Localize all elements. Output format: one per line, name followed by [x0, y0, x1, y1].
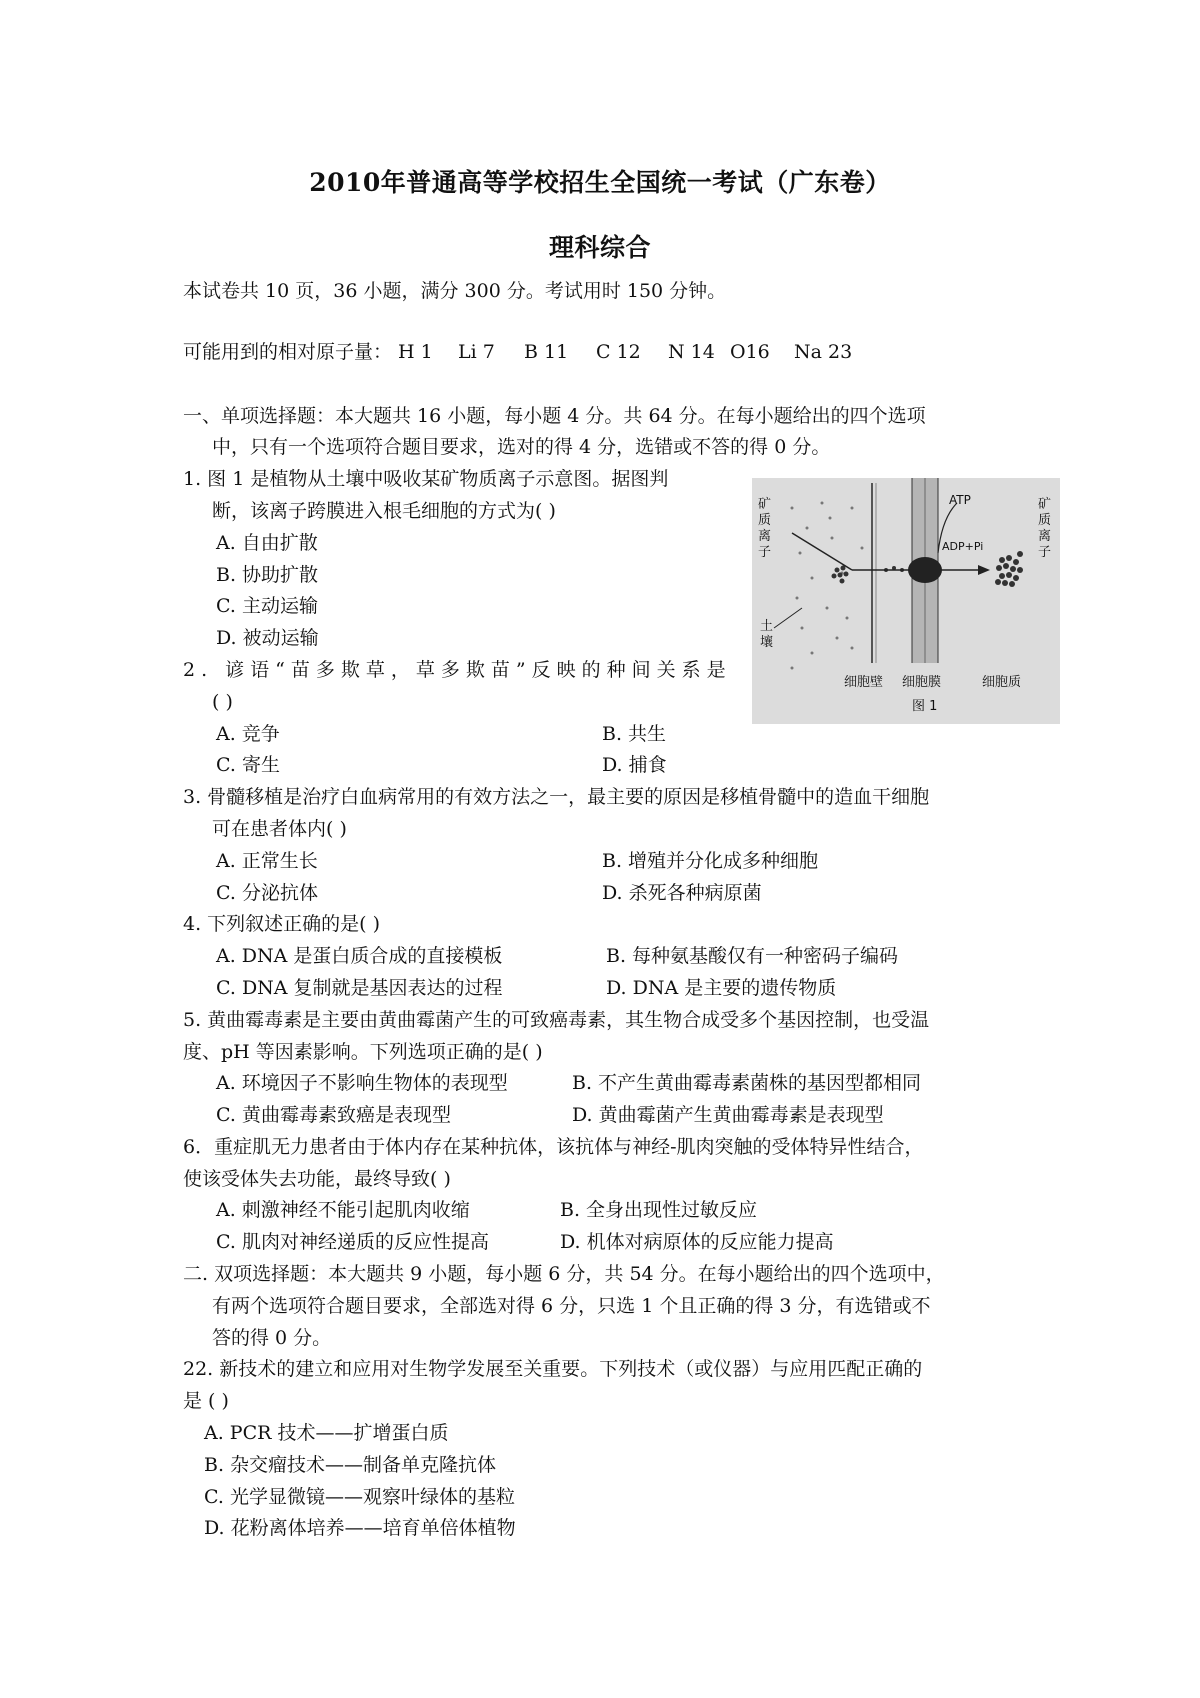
- question-4-option-b: B. 每种氨基酸仅有一种密码子编码: [606, 945, 899, 967]
- question-22-option-c: C. 光学显微镜——观察叶绿体的基粒: [204, 1486, 515, 1508]
- section2-heading: 二. 双项选择题：本大题共 9 小题，每小题 6 分，共 54 分。在每小题给出的四个选项中，: [183, 1263, 945, 1285]
- question-3-option-a: A. 正常生长: [216, 850, 318, 872]
- question-22-option-a: A. PCR 技术——扩增蛋白质: [204, 1422, 449, 1444]
- question-3-option-c: C. 分泌抗体: [216, 882, 318, 904]
- question-5-stem-cont: 度、pH 等因素影响。下列选项正确的是( ): [183, 1041, 543, 1063]
- section1-heading-cont: 中，只有一个选项符合题目要求，选对的得 4 分，选错或不答的得 0 分。: [212, 436, 831, 458]
- question-5-option-b: B. 不产生黄曲霉毒素菌株的基因型都相同: [572, 1072, 922, 1094]
- question-6-stem: 6．重症肌无力患者由于体内存在某种抗体，该抗体与神经-肌肉突触的受体特异性结合，: [183, 1136, 924, 1158]
- question-22-stem-cont: 是 ( ): [183, 1390, 229, 1412]
- figure-1-atp-label: ATP: [949, 493, 971, 507]
- question-5-option-a: A. 环境因子不影响生物体的表现型: [216, 1072, 508, 1094]
- question-1-option-d: D. 被动运输: [216, 627, 319, 649]
- exam-intro: 本试卷共 10 页，36 小题，满分 300 分。考试用时 150 分钟。: [183, 280, 727, 302]
- question-2-option-d: D. 捕食: [602, 754, 667, 776]
- question-6-option-d: D. 机体对病原体的反应能力提高: [560, 1231, 834, 1253]
- question-2-option-c: C. 寄生: [216, 754, 280, 776]
- question-3-option-d: D. 杀死各种病原菌: [602, 882, 762, 904]
- exam-title: 2010年普通高等学校招生全国统一考试（广东卷）: [309, 168, 891, 197]
- question-3-stem-cont: 可在患者体内( ): [212, 818, 347, 840]
- question-6-stem-cont: 使该受体失去功能，最终导致( ): [183, 1168, 451, 1190]
- question-22-option-d: D. 花粉离体培养——培育单倍体植物: [204, 1517, 516, 1539]
- figure-1-wall-label: 细胞壁: [844, 675, 884, 690]
- question-5-option-d: D. 黄曲霉菌产生黄曲霉毒素是表现型: [572, 1104, 884, 1126]
- question-22-option-b: B. 杂交瘤技术——制备单克隆抗体: [204, 1454, 497, 1476]
- atomic-mass-item: Li 7: [458, 341, 495, 363]
- question-2-option-a: A. 竞争: [216, 723, 280, 745]
- question-3-option-b: B. 增殖并分化成多种细胞: [602, 850, 819, 872]
- question-5-stem: 5. 黄曲霉毒素是主要由黄曲霉菌产生的可致癌毒素，其生物合成受多个基因控制，也受温: [183, 1009, 930, 1031]
- atomic-mass-item: H 1: [398, 341, 433, 363]
- question-4-option-a: A. DNA 是蛋白质合成的直接模板: [216, 945, 503, 967]
- figure-1-cytoplasm-label: 细胞质: [982, 675, 1022, 690]
- question-4-option-c: C. DNA 复制就是基因表达的过程: [216, 977, 503, 999]
- question-2-stem: 2. 谚语“苗多欺草，草多欺苗”反映的种间关系是: [183, 659, 732, 681]
- question-4-stem: 4. 下列叙述正确的是( ): [183, 913, 381, 935]
- question-1-option-c: C. 主动运输: [216, 595, 318, 617]
- section2-heading-cont: 有两个选项符合题目要求，全部选对得 6 分，只选 1 个且正确的得 3 分，有选错或不: [212, 1295, 931, 1317]
- question-6-option-a: A. 刺激神经不能引起肌肉收缩: [216, 1199, 470, 1221]
- figure-1-caption: 图 1: [912, 699, 938, 714]
- question-1-option-b: B. 协助扩散: [216, 564, 319, 586]
- question-2-stem-cont: ( ): [212, 691, 233, 713]
- figure-1-soil-label: 土壤: [760, 619, 774, 650]
- figure-1-ion-transport: [752, 478, 1060, 724]
- question-1-stem-cont: 断，该离子跨膜进入根毛细胞的方式为( ): [212, 500, 556, 522]
- question-22-stem: 22. 新技术的建立和应用对生物学发展至关重要。下列技术（或仪器）与应用匹配正确的: [183, 1358, 923, 1380]
- atomic-mass-item: B 11: [524, 341, 569, 363]
- figure-1-left-ion-label: 矿质离子: [758, 497, 772, 560]
- atomic-mass-item: Na 23: [794, 341, 853, 363]
- atomic-mass-item: C 12: [596, 341, 641, 363]
- atomic-masses-line: [183, 339, 852, 365]
- question-5-option-c: C. 黄曲霉毒素致癌是表现型: [216, 1104, 451, 1126]
- question-1-option-a: A. 自由扩散: [216, 532, 318, 554]
- atomic-mass-item: N 14: [668, 341, 715, 363]
- question-6-option-b: B. 全身出现性过敏反应: [560, 1199, 758, 1221]
- atomic-mass-item: O16: [730, 341, 770, 363]
- figure-1-membrane-label: 细胞膜: [902, 675, 942, 690]
- question-6-option-c: C. 肌肉对神经递质的反应性提高: [216, 1231, 489, 1253]
- question-1-stem: 1. 图 1 是植物从土壤中吸收某矿物质离子示意图。据图判: [183, 468, 669, 490]
- figure-1-right-ion-label: 矿质离子: [1038, 497, 1052, 560]
- atomic-masses-label: 可能用到的相对原子量：: [183, 341, 393, 363]
- question-2-option-b: B. 共生: [602, 723, 667, 745]
- exam-subtitle: 理科综合: [548, 233, 651, 262]
- question-4-option-d: D. DNA 是主要的遗传物质: [606, 977, 837, 999]
- section1-heading: 一、单项选择题：本大题共 16 小题，每小题 4 分。共 64 分。在每小题给出的四个选项: [183, 405, 926, 427]
- section2-heading-cont2: 答的得 0 分。: [212, 1327, 332, 1349]
- question-3-stem: 3. 骨髓移植是治疗白血病常用的有效方法之一，最主要的原因是移植骨髓中的造血干细胞: [183, 786, 930, 808]
- figure-1-adp-label: ADP+Pi: [942, 540, 984, 553]
